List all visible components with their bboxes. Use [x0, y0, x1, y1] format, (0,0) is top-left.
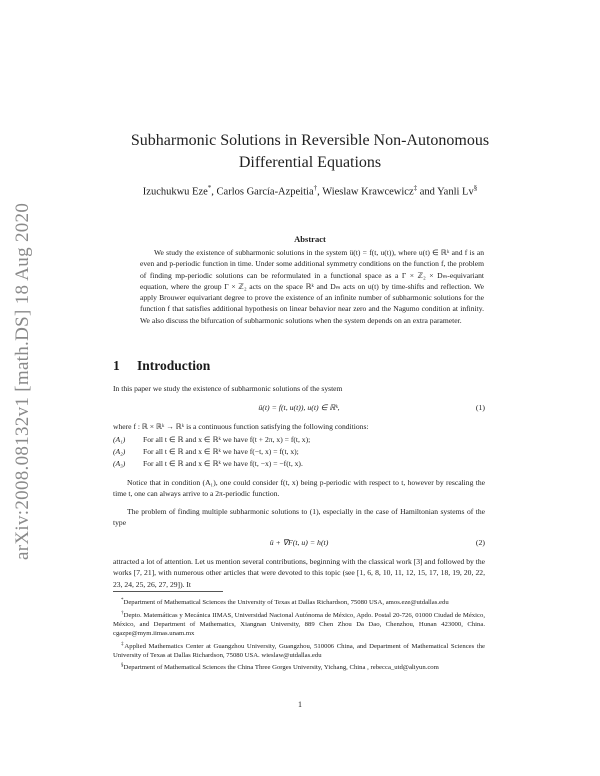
footnote [113, 596, 485, 608]
condition-item [113, 458, 485, 470]
footnote-text: Department of Mathematical Sciences the China Three Gorges University, Yichang, China , rebecca_utd@aliyun.com [123, 664, 439, 672]
author-name: Izuchukwu Eze [142, 186, 208, 198]
footnote [113, 640, 485, 661]
condition-label: (A₂) [113, 447, 126, 456]
condition-label: (A₁) [113, 435, 126, 444]
arxiv-stamp: arXiv:2008.08132v1 [math.DS] 18 Aug 2020 [12, 202, 33, 560]
problem-paragraph: The problem of finding multiple subharmonic solutions to (1), especially in the case of Hamiltonian systems of the type [113, 507, 485, 528]
section-number: 1 [113, 358, 120, 373]
section-heading [113, 358, 210, 374]
author-name: Yanli Lv [437, 186, 474, 198]
condition-text: For all t ∈ ℝ and x ∈ ℝᵏ we have f(−t, x) = f(t, x); [143, 447, 299, 456]
abstract-text: We study the existence of subharmonic solutions in the system ü(t) = f(t, u(t)), where u(t) ∈ ℝᵏ and f is an even and p-periodic function in time. Under some additional symmetry conditions on the function f, the problem of finding mp-periodic solutions can be reformulated in a functional space as a Γ × ℤ₂ × Dₘ-equivariant equation, where the group Γ × ℤ₂ acts on the space ℝᵏ and Dₘ acts on u(t) by time-shifts and reflection. We apply Brouwer equivariant degree to prove the existence of an infinite number of subharmonic solutions for the function f that satisfies additional hypothesis on linear behavior near zero and the Nagumo condition at infinity. We also discuss the bifurcation of subharmonic solutions when the system depends on an extra parameter. [140, 248, 484, 325]
page-number: 1 [298, 700, 302, 709]
author-mark: * [207, 184, 212, 192]
abstract-heading: Abstract [294, 234, 326, 244]
equation-tag: (1) [475, 403, 485, 412]
footnote [113, 609, 485, 639]
footnotes [113, 596, 485, 674]
author-mark: † [313, 184, 318, 192]
footnote [113, 661, 485, 673]
footnote-rule [113, 591, 223, 592]
author-name: Carlos García-Azpeitia [216, 186, 314, 198]
condition-item [113, 434, 485, 446]
where-paragraph: where f : ℝ × ℝᵏ → ℝᵏ is a continuous function satisfying the following conditions: [113, 422, 369, 431]
notice-paragraph: Notice that in condition (A₁), one could consider f(t, x) being p-periodic with respect to t, however by rescaling the time t, one can always arrive to a 2π-periodic function. [113, 478, 485, 499]
footnote-text: Applied Mathematics Center at Guangzhou University, Guangzhou, 510006 China, and Department of Mathematical Sciences the University of Texas at Dallas Richardson, 75080 USA. wieslaw@utdallas.edu [113, 642, 486, 660]
paper-title: Subharmonic Solutions in Reversible Non-Autonomous Differential Equations [130, 132, 490, 171]
equation-body: ü + ∇F(t, u) = h(t) [269, 538, 329, 547]
condition-text: For all t ∈ ℝ and x ∈ ℝᵏ we have f(t + 2π, x) = f(t, x); [143, 435, 311, 444]
equation-body: ü(t) = f(t, u(t)), u(t) ∈ ℝᵏ, [258, 403, 340, 412]
footnote-text: Depto. Matemáticas y Mecánica IIMAS, Universidad Nacional Autónoma de México, Apdo. Postal 20-726, 01000 Ciudad de México, México, and Department of Mathematics, Xiangnan University, 889 Chen Zhou Da Dao, Chenzhou, Hunan 423000, China. cgazpe@mym.iimas.unam.mx [113, 611, 485, 638]
author-mark: ‡ [413, 184, 418, 192]
author-mark: § [473, 184, 478, 192]
section-title: Introduction [137, 358, 211, 373]
author-name: Wieslaw Krawcewicz [322, 186, 414, 198]
condition-label: (A₃) [113, 459, 126, 468]
equation-tag: (2) [475, 538, 485, 547]
footnote-mark: § [121, 663, 124, 669]
condition-text: For all t ∈ ℝ and x ∈ ℝᵏ we have f(t, −x) = −f(t, x). [143, 459, 303, 468]
footnote-text: Department of Mathematical Sciences the University of Texas at Dallas Richardson, 75080 USA, amos.eze@utdallas.edu [123, 599, 449, 607]
footnote-mark: ‡ [121, 641, 125, 647]
condition-item [113, 446, 485, 458]
author-list: Izuchukwu Eze*, Carlos García-Azpeitia†, Wieslaw Krawcewicz‡ and Yanli Lv§ [142, 184, 478, 198]
attracted-paragraph: attracted a lot of attention. Let us mention several contributions, beginning with the classical work [3] and followed by the works [7, 21], with numerous other articles that were devoted to this topic (see [1, 6, 8, 10, 11, 12, 15, 17, 18, 19, 20, 22, 23, 24, 25, 26, 27, 29]). It [113, 557, 485, 589]
intro-paragraph: In this paper we study the existence of subharmonic solutions of the system [113, 384, 343, 393]
condition-list [113, 434, 485, 470]
footnote-mark: * [121, 598, 124, 603]
footnote-mark: † [121, 610, 124, 616]
